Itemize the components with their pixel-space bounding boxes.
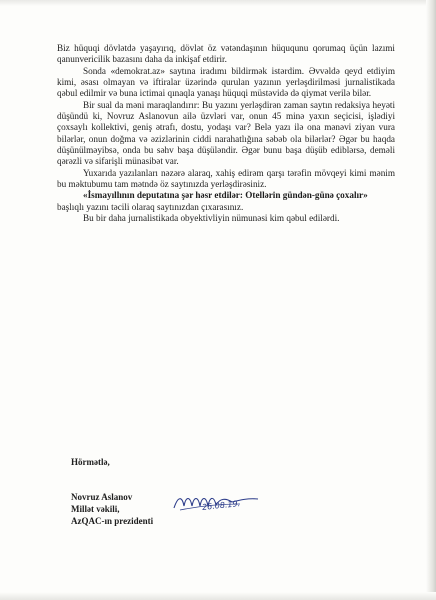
paragraph-6: Bu bir daha jurnalistikada obyektivliyin nümunəsi kim qəbul edilərdi. [83, 213, 340, 224]
paragraph-2: Sonda «demokrat.az» saytına iradımı bildirmək istərdim. Əvvəldə qeyd etdiyim kimi, əsası olmayan və iftiralar üzərində qurulan yazının yerləşdirilməsi jurnalistikada qəbul edilmir və buna ictimai qınaqla yanaşı hüquqi müstəvidə də qiymət verilə bilər. [57, 65, 395, 99]
greeting: Hörmətlə, [71, 457, 110, 467]
letter-body [57, 43, 395, 225]
signer-organization: AzQAC-ın prezidenti [71, 516, 154, 526]
paragraph-4: Yuxarıda yazılanları nəzərə alaraq, xahiş edirəm qarşı tərəfin mövqeyi kimi mənim bu məktubumu tam mətndə öz saytınızda yerləşdirəsiniz. [57, 167, 395, 190]
scan-shadow-bottom [0, 592, 436, 600]
signature-date: 26.08.19. [201, 499, 241, 512]
article-title: «İsmayıllının deputatına şər həsr etdilər: Otellərin gündən-günə çoxalır» [83, 190, 368, 201]
paragraph-5: başlıqlı yazını təcili olaraq saytınızdan çıxarasınız. [57, 201, 244, 212]
scan-shadow-top [0, 0, 436, 6]
scan-shadow-right [426, 0, 436, 600]
paragraph-3: Bir sual da məni maraqlandırır: Bu yazını yerləşdirən zaman saytın redaksiya heyəti düşündü ki, Novruz Aslanovun ailə üzvləri var, onun 45 minə yaxın seçicisi, işlədiyi çoxsaylı kollektivi, geniş ətrafı, dostu, yodaşı var? Belə yazı ilə ona mənəvi ziyan vura bilərlər, onun doğma və əzizlərinin ciddi narahatlığına səbəb ola bilərlər? Əgər bu haqda düşünülməyibsə, onda bu səhv başa düşüləndir. Əgər bunu başa düşüb ediblərsə, deməli qərəzli və sifarişli münasibət var. [57, 99, 395, 167]
paragraph-1: Biz hüquqi dövlətdə yaşayırıq, dövlət öz vətəndaşının hüququnu qorumaq üçün lazımi qanunvericilik bazasını daha da inkişaf etdirir. [57, 43, 395, 65]
signature-block [71, 491, 153, 527]
signer-name: Novruz Aslanov [71, 492, 133, 502]
signer-title: Millət vəkili, [71, 504, 120, 514]
